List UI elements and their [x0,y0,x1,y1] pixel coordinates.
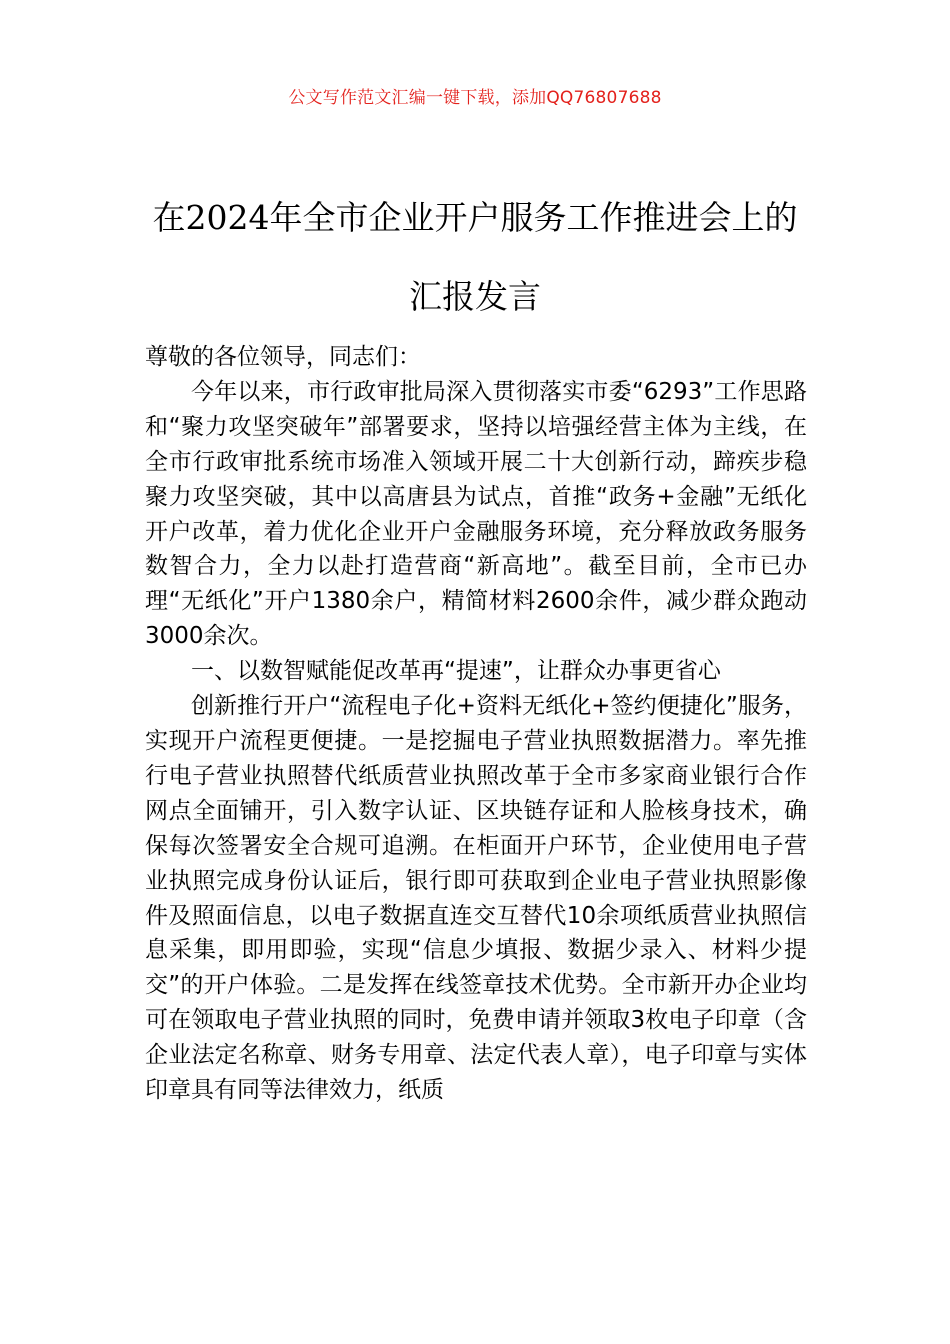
promo-banner: 公文写作范文汇编一键下载，添加QQ76807688 [288,88,662,108]
document-body [145,340,807,1108]
section-heading: 一、以数智赋能促改革再“提速”，让群众办事更省心 [191,658,721,685]
intro-paragraph: 今年以来，市行政审批局深入贯彻落实市委“6293”工作思路和“聚力攻坚突破年”部署要求，坚持以培强经营主体为主线，在全市行政审批系统市场准入领域开展二十大创新行动，蹄疾步稳聚力攻坚突破，其中以高唐县为试点，首推“政务+金融”无纸化开户改革，着力优化企业开户金融服务环境，充分释放政务服务数智合力，全力以赴打造营商“新高地”。截至目前，全市已办理“无纸化”开户1380余户，精简材料2600余件，减少群众跑动3000余次。 [145,378,807,650]
section-paragraph: 创新推行开户“流程电子化+资料无纸化+签约便捷化”服务，实现开户流程更便捷。一是挖掘电子营业执照数据潜力。率先推行电子营业执照替代纸质营业执照改革于全市多家商业银行合作网点全面铺开，引入数字认证、区块链存证和人脸核身技术，确保每次签署安全合规可追溯。在柜面开户环节，企业使用电子营业执照完成身份认证后，银行即可获取到企业电子营业执照影像件及照面信息，以电子数据直连交互替代10余项纸质营业执照信息采集，即用即验，实现“信息少填报、数据少录入、材料少提交”的开户体验。二是发挥在线签章技术优势。全市新开办企业均可在领取电子营业执照的同时，免费申请并领取3枚电子印章（含企业法定名称章、财务专用章、法定代表人章），电子印章与实体印章具有同等法律效力，纸质 [145,693,807,1104]
salutation: 尊敬的各位领导，同志们： [145,344,421,370]
document-title: 在2024年全市企业开户服务工作推进会上的汇报发言 [152,198,798,316]
